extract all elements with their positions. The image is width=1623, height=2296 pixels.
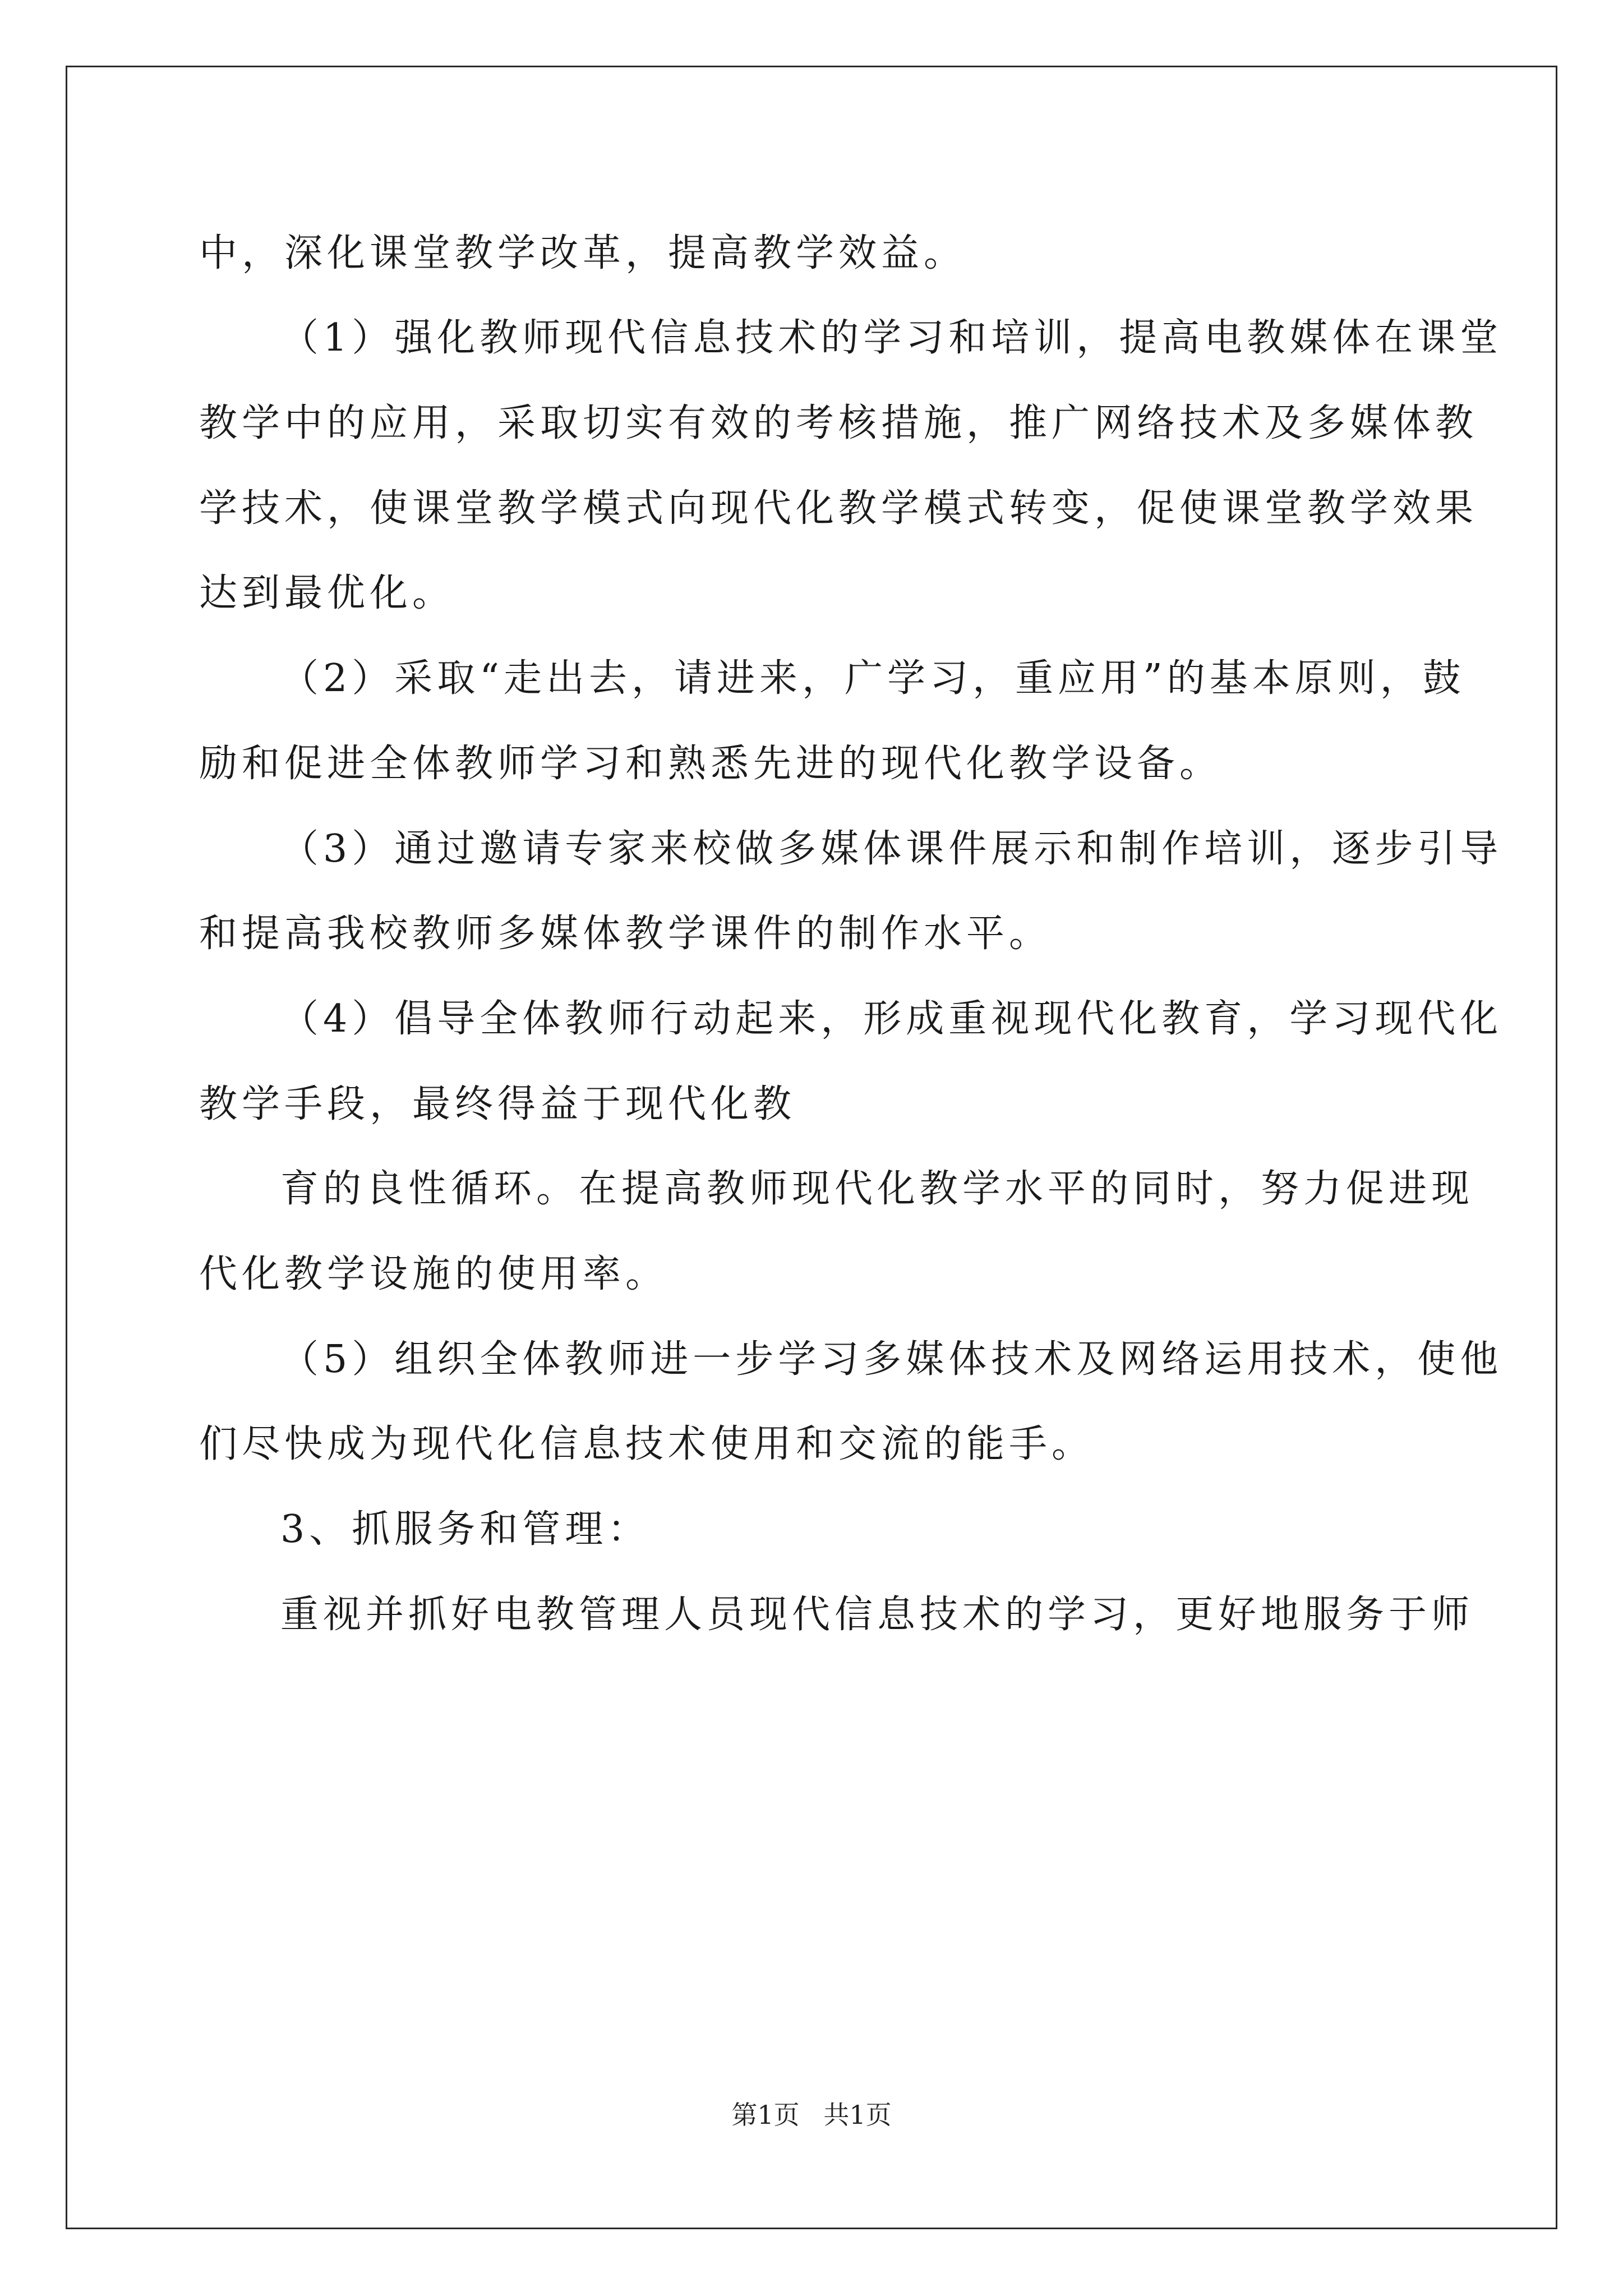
text-line: 们尽快成为现代化信息技术使用和交流的能手。 [199, 1422, 1095, 1466]
text-line: 育的良性循环。在提高教师现代化教学水平的同时，努力促进现 [280, 1167, 1474, 1211]
text-line: 学技术，使课堂教学模式向现代化教学模式转变，促使课堂教学效果 [199, 486, 1478, 531]
text-line: 教学中的应用，采取切实有效的考核措施，推广网络技术及多媒体教 [199, 401, 1478, 445]
text-line: 重视并抓好电教管理人员现代信息技术的学习，更好地服务于师 [280, 1593, 1474, 1637]
text-line: （3）通过邀请专家来校做多媒体课件展示和制作培训，逐步引导 [280, 827, 1503, 871]
text-line: （2）采取“走出去，请进来，广学习，重应用”的基本原则，鼓 [280, 656, 1465, 701]
page-footer [0, 2098, 1623, 2132]
text-line: 达到最优化。 [199, 571, 455, 615]
page-border [66, 66, 1557, 2229]
text-line: 中，深化课堂教学改革，提高教学效益。 [199, 231, 967, 275]
page-number: 第1页 [731, 2100, 800, 2130]
text-line: 代化教学设施的使用率。 [199, 1252, 668, 1296]
text-line: 3、抓服务和管理： [280, 1507, 651, 1552]
text-line: 教学手段，最终得益于现代化教 [199, 1082, 796, 1126]
text-line: 和提高我校教师多媒体教学课件的制作水平。 [199, 912, 1052, 956]
text-line: （4）倡导全体教师行动起来，形成重视现代化教育，学习现代化 [280, 997, 1503, 1041]
text-line: 励和促进全体教师学习和熟悉先进的现代化教学设备。 [199, 742, 1223, 786]
page-total: 共1页 [823, 2100, 892, 2130]
text-line: （5）组织全体教师进一步学习多媒体技术及网络运用技术，使他 [280, 1337, 1503, 1382]
text-line: （1）强化教师现代信息技术的学习和培训，提高电教媒体在课堂 [280, 316, 1503, 360]
